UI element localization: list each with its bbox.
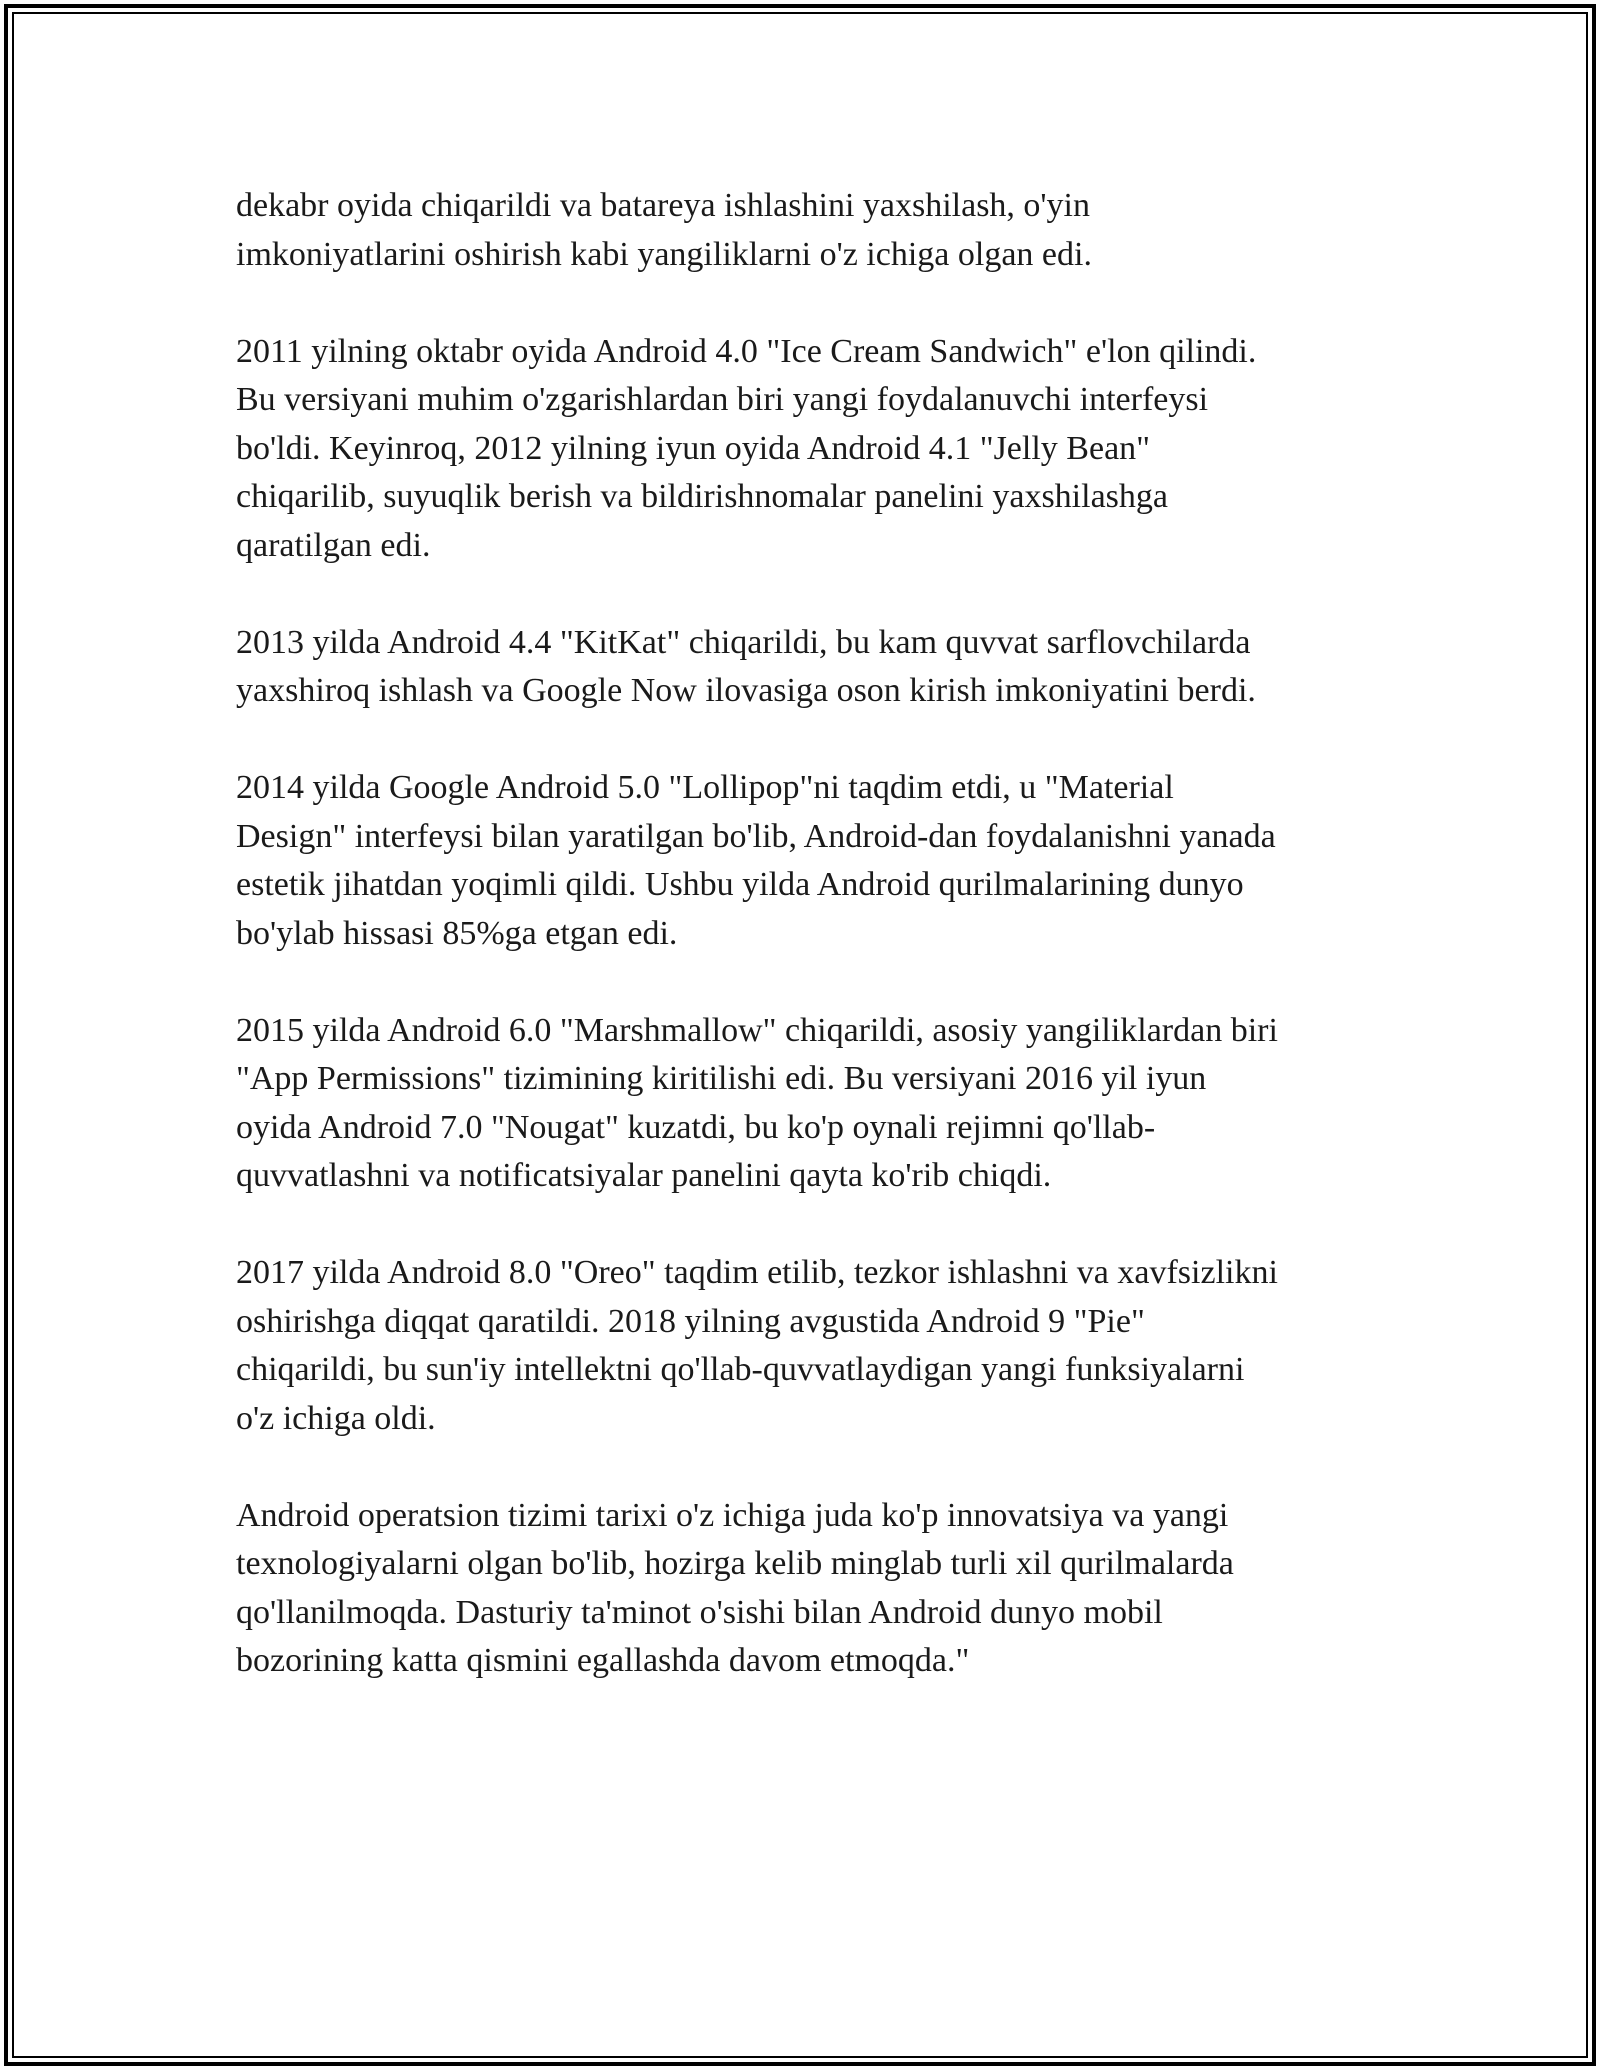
paragraph-2: 2011 yilning oktabr oyida Android 4.0 "Ice Cream Sandwich" e'lon qilindi. Bu versiyani muhim o'zgarishlardan biri yangi foydalanuvchi interfeysi bo'ldi. Keyinroq, 2012 yilning iyun oyida Android 4.1 "Jelly Bean" chiqarilib, suyuqlik berish va bildirishnomalar panelini yaxshilashga qaratilgan edi. (236, 332, 1257, 564)
paragraph-5: 2015 yilda Android 6.0 "Marshmallow" chiqarildi, asosiy yangiliklardan biri "App Permissions" tizimining kiritilishi edi. Bu versiyani 2016 yil iyun oyida Android 7.0 "Nougat" kuzatdi, bu ko'p oynali rejimni qo'llab- quvvatlashni va notificatsiyalar panelini qayta ko'rib chiqdi. (236, 1011, 1278, 1194)
paragraph-1: dekabr oyida chiqarildi va batareya ishlashini yaxshilash, o'yin imkoniyatlarini oshirish kabi yangiliklarni o'z ichiga olgan edi. (236, 187, 1092, 273)
paragraph-4: 2014 yilda Google Android 5.0 "Lollipop"ni taqdim etdi, u "Material Design" interfeysi bilan yaratilgan bo'lib, Android-dan foydalanishni yanada estetik jihatdan yoqimli qildi. Ushbu yilda Android qurilmalarining dunyo bo'ylab hissasi 85%ga etgan edi. (236, 769, 1276, 952)
paragraph-6: 2017 yilda Android 8.0 "Oreo" taqdim etilib, tezkor ishlashni va xavfsizlikni oshirishga diqqat qaratildi. 2018 yilning avgustida Android 9 "Pie" chiqarildi, bu sun'iy intellektni qo'llab-quvvatlaydigan yangi funksiyalarni o'z ichiga oldi. (236, 1254, 1278, 1437)
document-body (236, 182, 1376, 1686)
paragraph-7: Android operatsion tizimi tarixi o'z ichiga juda ko'p innovatsiya va yangi texnologiyalarni olgan bo'lib, hozirga kelib minglab turli xil qurilmalarda qo'llanilmoqda. Dasturiy ta'minot o'sishi bilan Android dunyo mobil bozorining katta qismini egallashda davom etmoqda." (236, 1496, 1234, 1679)
paragraph-3: 2013 yilda Android 4.4 "KitKat" chiqarildi, bu kam quvvat sarflovchilarda yaxshiroq ishlash va Google Now ilovasiga oson kirish imkoniyatini berdi. (236, 623, 1256, 709)
